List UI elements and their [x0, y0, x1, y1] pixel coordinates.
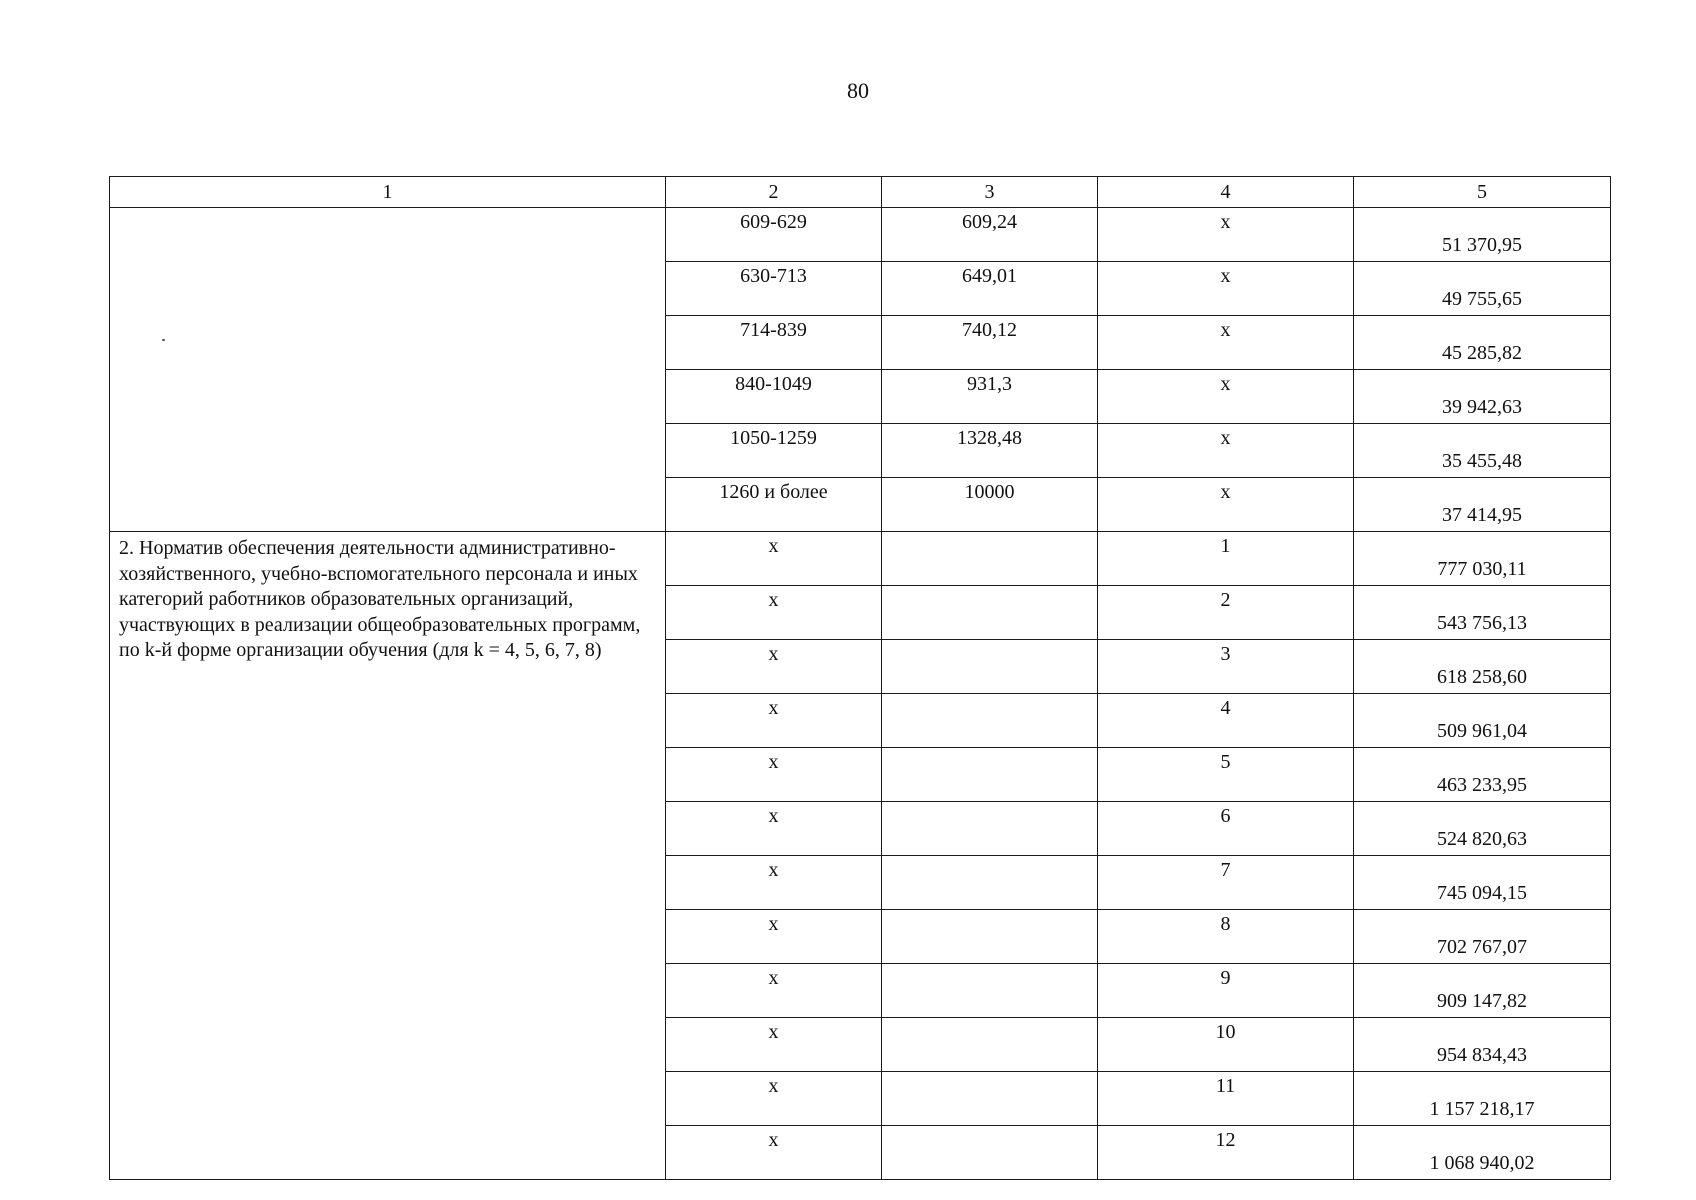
data-table	[109, 176, 1611, 1180]
section1-label-cell	[110, 208, 666, 532]
amount-cell: 745 094,15	[1354, 856, 1611, 910]
col3-cell	[882, 910, 1098, 964]
number-cell: 10	[1098, 1018, 1354, 1072]
header-col-5: 5	[1354, 177, 1611, 208]
range-cell: 1260 и более	[666, 478, 882, 532]
table-row	[110, 208, 1611, 262]
col2-cell: x	[666, 1072, 882, 1126]
range-cell: 609-629	[666, 208, 882, 262]
col3-cell	[882, 586, 1098, 640]
section2-label-cell: 2. Норматив обеспечения деятельности административно-хозяйственного, учебно-вспомогательного персонала и иных категорий работников образовательных организаций, участвующих в реализации общеобразовательных программ, по k-й форме организации обучения (для k = 4, 5, 6, 7, 8)	[110, 532, 666, 1180]
col4-cell: x	[1098, 316, 1354, 370]
amount-cell: 777 030,11	[1354, 532, 1611, 586]
value-cell: 740,12	[882, 316, 1098, 370]
col4-cell: x	[1098, 208, 1354, 262]
col3-cell	[882, 748, 1098, 802]
amount-cell: 618 258,60	[1354, 640, 1611, 694]
table-header-row	[110, 177, 1611, 208]
col3-cell	[882, 802, 1098, 856]
page-number: 80	[847, 78, 869, 103]
header-col-4: 4	[1098, 177, 1354, 208]
amount-cell: 1 157 218,17	[1354, 1072, 1611, 1126]
amount-cell: 1 068 940,02	[1354, 1126, 1611, 1180]
col3-cell	[882, 1072, 1098, 1126]
col2-cell: x	[666, 532, 882, 586]
range-cell: 1050-1259	[666, 424, 882, 478]
value-cell: 649,01	[882, 262, 1098, 316]
col4-cell: x	[1098, 478, 1354, 532]
amount-cell: 51 370,95	[1354, 208, 1611, 262]
col4-cell: x	[1098, 424, 1354, 478]
number-cell: 5	[1098, 748, 1354, 802]
table-row	[110, 532, 1611, 586]
col3-cell	[882, 856, 1098, 910]
amount-cell: 45 285,82	[1354, 316, 1611, 370]
value-cell: 1328,48	[882, 424, 1098, 478]
amount-cell: 524 820,63	[1354, 802, 1611, 856]
col4-cell: x	[1098, 262, 1354, 316]
col3-cell	[882, 964, 1098, 1018]
range-cell: 714-839	[666, 316, 882, 370]
col2-cell: x	[666, 802, 882, 856]
number-cell: 3	[1098, 640, 1354, 694]
col4-cell: x	[1098, 370, 1354, 424]
col3-cell	[882, 532, 1098, 586]
col2-cell: x	[666, 964, 882, 1018]
header-col-2: 2	[666, 177, 882, 208]
number-cell: 8	[1098, 910, 1354, 964]
col2-cell: x	[666, 640, 882, 694]
col2-cell: x	[666, 748, 882, 802]
number-cell: 7	[1098, 856, 1354, 910]
col2-cell: x	[666, 856, 882, 910]
col2-cell: x	[666, 1018, 882, 1072]
value-cell: 931,3	[882, 370, 1098, 424]
range-cell: 630-713	[666, 262, 882, 316]
amount-cell: 39 942,63	[1354, 370, 1611, 424]
number-cell: 6	[1098, 802, 1354, 856]
amount-cell: 702 767,07	[1354, 910, 1611, 964]
col2-cell: x	[666, 694, 882, 748]
col2-cell: x	[666, 586, 882, 640]
range-cell: 840-1049	[666, 370, 882, 424]
amount-cell: 543 756,13	[1354, 586, 1611, 640]
amount-cell: 909 147,82	[1354, 964, 1611, 1018]
amount-cell: 35 455,48	[1354, 424, 1611, 478]
number-cell: 1	[1098, 532, 1354, 586]
header-col-3: 3	[882, 177, 1098, 208]
amount-cell: 954 834,43	[1354, 1018, 1611, 1072]
number-cell: 9	[1098, 964, 1354, 1018]
number-cell: 12	[1098, 1126, 1354, 1180]
number-cell: 11	[1098, 1072, 1354, 1126]
amount-cell: 463 233,95	[1354, 748, 1611, 802]
header-col-1: 1	[110, 177, 666, 208]
value-cell: 10000	[882, 478, 1098, 532]
col3-cell	[882, 694, 1098, 748]
col3-cell	[882, 1126, 1098, 1180]
value-cell: 609,24	[882, 208, 1098, 262]
col2-cell: x	[666, 1126, 882, 1180]
amount-cell: 37 414,95	[1354, 478, 1611, 532]
number-cell: 2	[1098, 586, 1354, 640]
number-cell: 4	[1098, 694, 1354, 748]
col3-cell	[882, 1018, 1098, 1072]
amount-cell: 509 961,04	[1354, 694, 1611, 748]
col3-cell	[882, 640, 1098, 694]
amount-cell: 49 755,65	[1354, 262, 1611, 316]
col2-cell: x	[666, 910, 882, 964]
